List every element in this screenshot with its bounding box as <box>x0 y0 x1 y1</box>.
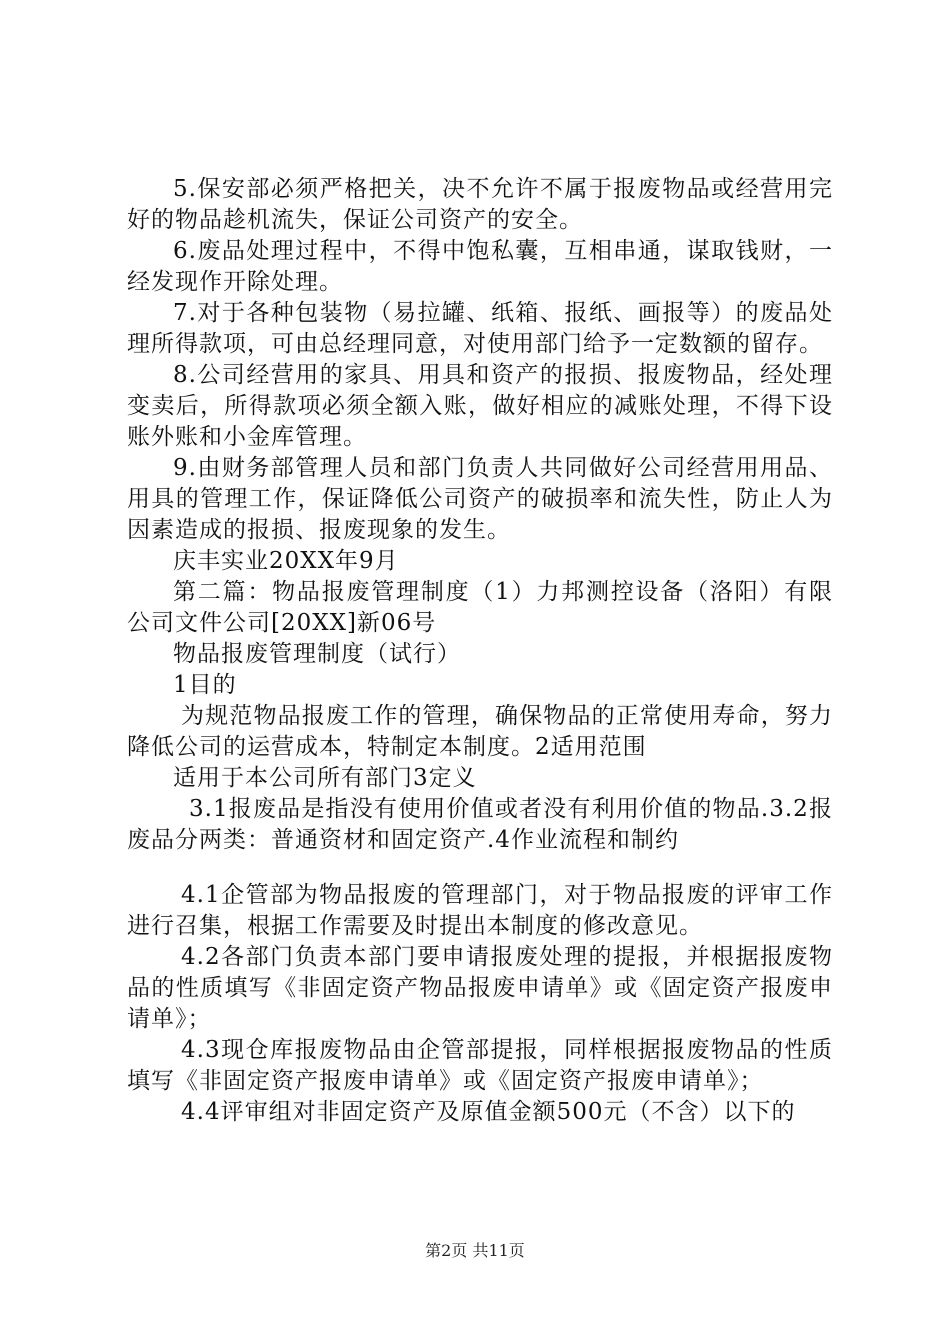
scope-text: 适用于本公司所有部门3定义 <box>173 765 477 791</box>
process-item-4-1: 4.1企管部为物品报废的管理部门，对于物品报废的评审工作进行召集，根据工作需要及时提出本制度的修改意见。 <box>127 882 833 939</box>
paragraph-item-9: 9.由财务部管理人员和部门负责人共同做好公司经营用用品、用具的管理工作，保证降低公司资产的破损率和流失性，防止人为因素造成的报损、报废现象的发生。 <box>127 455 833 543</box>
process-item-4-2: 4.2各部门负责本部门要申请报废处理的提报，并根据报废物品的性质填写《非固定资产物品报废申请单》或《固定资产报废申请单》； <box>127 944 833 1032</box>
signature-date: 庆丰实业20XX年9月 <box>173 548 399 574</box>
paragraph-item-8: 8.公司经营用的家具、用具和资产的报损、报废物品，经处理变卖后，所得款项必须全额入账，做好相应的减账处理，不得下设账外账和小金库管理。 <box>127 362 833 450</box>
section-heading-second: 第二篇：物品报废管理制度（1）力邦测控设备（洛阳）有限公司文件公司[20XX]新06号 <box>127 579 833 636</box>
section-spacer <box>127 856 833 880</box>
process-item-4-4: 4.4评审组对非固定资产及原值金额500元（不含）以下的 <box>181 1099 796 1125</box>
paragraph-item-5: 5.保安部必须严格把关，决不允许不属于报废物品或经营用完好的物品趁机流失，保证公司资产的安全。 <box>127 176 833 233</box>
document-body <box>127 174 833 1128</box>
paragraph-item-7: 7.对于各种包装物（易拉罐、纸箱、报纸、画报等）的废品处理所得款项，可由总经理同意，对使用部门给予一定数额的留存。 <box>127 300 833 357</box>
definition-text: 3.1报废品是指没有使用价值或者没有利用价值的物品.3.2报废品分两类：普通资材和固定资产.4作业流程和制约 <box>127 796 833 853</box>
policy-title: 物品报废管理制度（试行） <box>173 641 461 667</box>
page-footer: 第2页 共11页 <box>425 1241 525 1260</box>
paragraph-item-6: 6.废品处理过程中，不得中饱私囊，互相串通，谋取钱财，一经发现作开除处理。 <box>127 238 833 295</box>
purpose-text: 为规范物品报废工作的管理，确保物品的正常使用寿命，努力降低公司的运营成本，特制定本制度。2适用范围 <box>127 703 833 760</box>
heading-purpose: 1目的 <box>173 672 237 698</box>
process-item-4-3: 4.3现仓库报废物品由企管部提报，同样根据报废物品的性质填写《非固定资产报废申请单》或《固定资产报废申请单》； <box>127 1037 833 1094</box>
